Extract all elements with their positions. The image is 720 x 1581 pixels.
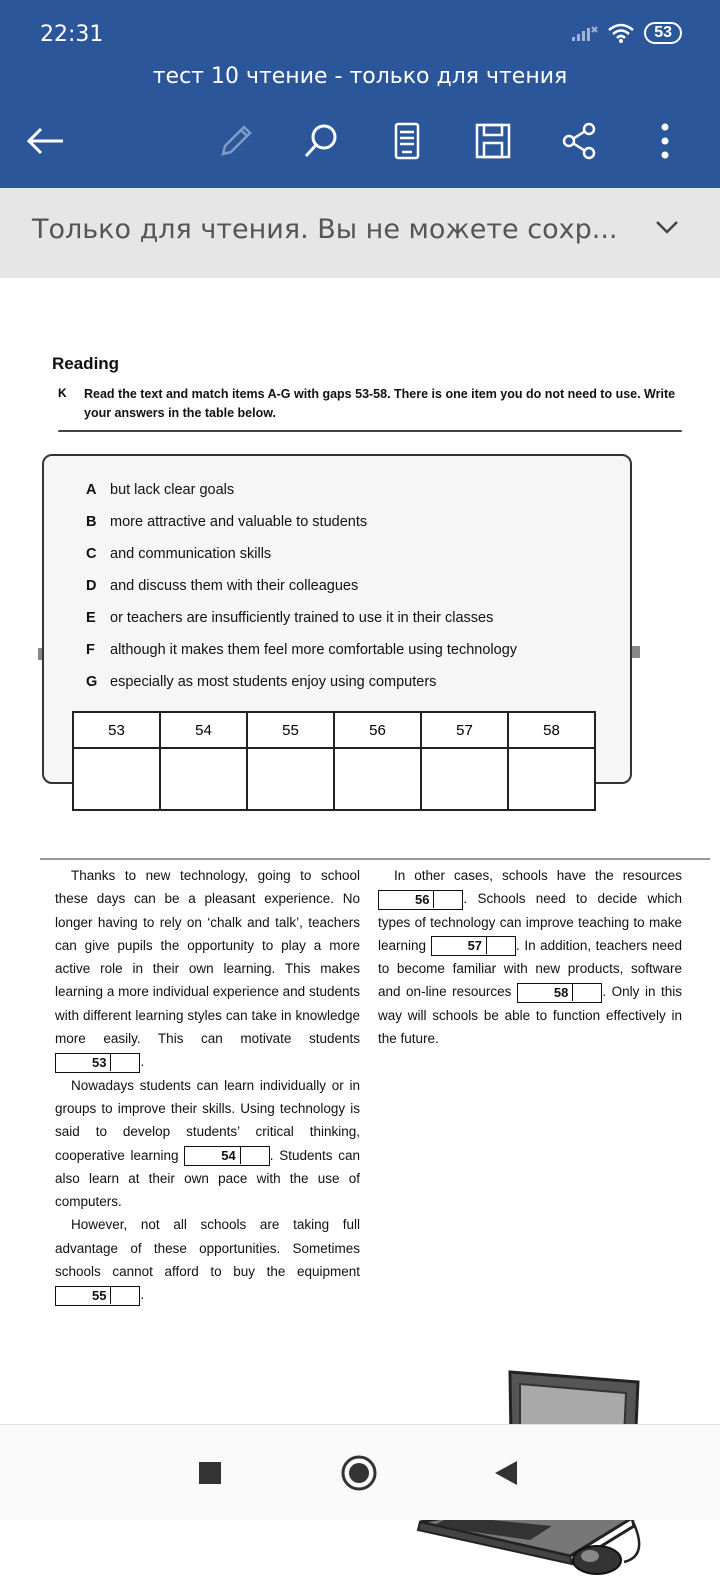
document-title: тест 10 чтение - только для чтения [0, 62, 720, 98]
read-only-message: Только для чтения. Вы не можете сохр... [32, 214, 618, 245]
divider [58, 430, 682, 432]
more-icon[interactable] [642, 118, 688, 164]
battery-indicator: 53 [644, 22, 682, 44]
app-toolbar [0, 98, 720, 188]
save-icon[interactable] [470, 118, 516, 164]
answer-header: 54 [160, 712, 247, 748]
paragraph: In other cases, schools have the resources 56 . Schools need to decide which types of technology can improve teaching to make learning 57 . In addition, teachers need to become familiar with new products, software and on-line resources 58 . Only in this way will schools be able to function effectively in the future. [378, 868, 682, 1047]
triangle-back-icon [493, 1459, 519, 1487]
option-g: G especially as most students enjoy using computers [86, 674, 437, 690]
home-button[interactable] [339, 1453, 379, 1493]
chevron-down-icon[interactable] [654, 218, 680, 241]
option-a: A but lack clear goals [86, 482, 235, 498]
answer-cell [73, 748, 160, 810]
answer-cell [421, 748, 508, 810]
answer-cell [334, 748, 421, 810]
back-arrow-icon[interactable] [22, 118, 68, 164]
option-c: C and communication skills [86, 546, 272, 562]
answer-cell [160, 748, 247, 810]
text-column-right [378, 864, 682, 1050]
option-b: B more attractive and valuable to students [86, 514, 368, 530]
option-e: E or teachers are insufficiently trained to use it in their classes [86, 610, 494, 626]
paragraph: Nowadays students can learn individually or in groups to improve their skills. Using technology is said to develop students’ critical thinking, cooperative learning 54 . Students can also learn at their own pace with the use of computers. [55, 1077, 360, 1210]
document-page[interactable] [0, 278, 720, 1424]
option-d: D and discuss them with their colleagues [86, 578, 359, 594]
pencil-icon[interactable] [212, 118, 258, 164]
paragraph: However, not all schools are taking full advantage of these opportunities. Sometimes schools cannot afford to buy the equipment 55 . [55, 1213, 360, 1306]
read-only-banner[interactable] [0, 188, 720, 278]
system-navigation-bar [0, 1424, 720, 1520]
square-icon [198, 1461, 222, 1485]
share-icon[interactable] [556, 118, 602, 164]
recent-apps-button[interactable] [190, 1453, 230, 1493]
gap-55: 55 [55, 1286, 140, 1306]
answer-cell [508, 748, 595, 810]
gap-56: 56 [378, 890, 463, 910]
reading-view-icon[interactable] [384, 118, 430, 164]
status-icons [570, 22, 682, 44]
answer-table [72, 711, 596, 811]
answer-header: 58 [508, 712, 595, 748]
answer-header: 53 [73, 712, 160, 748]
status-time: 22:31 [40, 22, 104, 47]
circle-icon [340, 1454, 378, 1492]
section-heading: Reading [52, 354, 120, 373]
search-icon[interactable] [298, 118, 344, 164]
answer-header: 56 [334, 712, 421, 748]
back-button[interactable] [486, 1453, 526, 1493]
selection-handle-right [632, 646, 640, 658]
paragraph: Thanks to new technology, going to school these days can be a pleasant experience. No longer having to rely on ‘chalk and talk’, teachers can give pupils the opportunity to play a more active role in their own learning. This makes learning a more individual experience and students with different learning styles can take in knowledge more easily. This can motivate students 53 . [55, 864, 360, 1074]
option-f: F although it makes them feel more comfortable using technology [86, 642, 518, 658]
signal-icon [570, 24, 598, 42]
answer-header: 55 [247, 712, 334, 748]
answer-header: 57 [421, 712, 508, 748]
task-letter: K [58, 386, 67, 400]
gap-58: 58 [517, 983, 602, 1003]
task-instructions: Read the text and match items A-G with gaps 53-58. There is one item you do not need to use. Write your answers in the table below. [84, 387, 676, 420]
status-bar [0, 0, 720, 62]
wifi-icon [608, 23, 634, 43]
gap-54: 54 [184, 1146, 269, 1166]
gap-57: 57 [431, 936, 516, 956]
gap-53: 53 [55, 1053, 140, 1073]
text-column-left [55, 864, 360, 1307]
reading-text [40, 858, 710, 1328]
answer-cell [247, 748, 334, 810]
